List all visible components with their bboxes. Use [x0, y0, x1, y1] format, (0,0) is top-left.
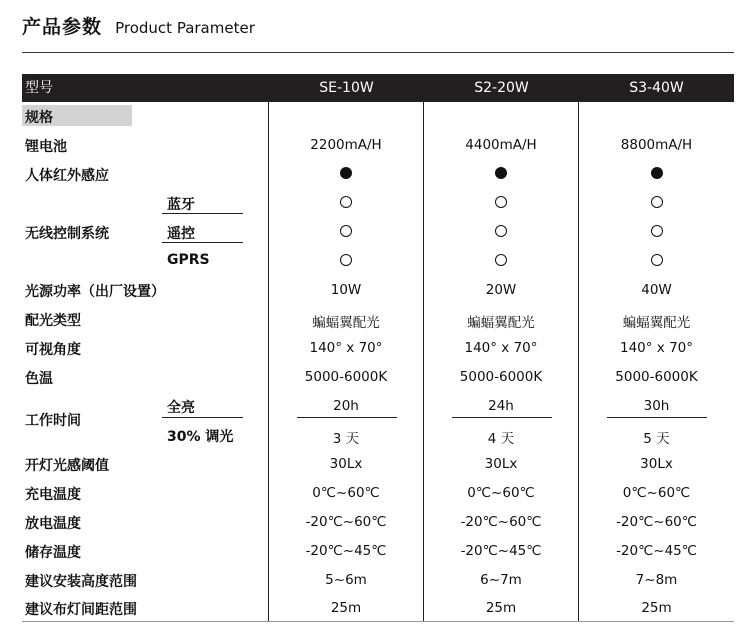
- optics-value: 蝙蝠翼配光: [622, 315, 691, 331]
- remote-value: [424, 225, 578, 241]
- battery-value: 4400mA/H: [465, 137, 537, 153]
- sub-divider: [162, 417, 243, 418]
- full-brightness-label: 全亮: [167, 400, 195, 416]
- bluetooth-label: 蓝牙: [167, 197, 195, 213]
- dim-30-label: 30% 调光: [167, 429, 234, 445]
- full-brightness-value: 24h: [488, 398, 514, 414]
- hollow-dot-icon: [651, 254, 663, 266]
- install-height-value: 7~8m: [635, 572, 678, 588]
- spacing-value: 25m: [330, 600, 362, 616]
- discharge-temp-value: -20℃~60℃: [460, 514, 542, 530]
- storage-temp-value: -20℃~45℃: [305, 543, 387, 559]
- color-temp-label: 色温: [25, 371, 53, 387]
- title-divider: [22, 52, 734, 53]
- wireless-control-label: 无线控制系统: [25, 226, 109, 242]
- storage-temp-value: -20℃~45℃: [460, 543, 542, 559]
- battery-label: 锂电池: [25, 139, 67, 155]
- install-height-value: 5~6m: [325, 572, 367, 588]
- hollow-dot-icon: [495, 196, 507, 208]
- discharge-temp-label: 放电温度: [25, 516, 81, 532]
- color-temp-value: 5000-6000K: [459, 369, 543, 385]
- filled-dot-icon: [495, 167, 507, 179]
- color-temp-value: 5000-6000K: [615, 369, 698, 385]
- battery-value: 8800mA/H: [620, 137, 693, 153]
- light-threshold-value: 30Lx: [484, 456, 518, 472]
- viewing-angle-value: 140° x 70°: [309, 340, 383, 356]
- install-height-label: 建议安装高度范围: [25, 574, 137, 590]
- hollow-dot-icon: [340, 196, 352, 208]
- storage-temp-label: 储存温度: [25, 545, 81, 561]
- title-chinese: 产品参数: [22, 16, 103, 38]
- optics-value: 蝙蝠翼配光: [312, 315, 380, 331]
- optics-value: 蝙蝠翼配光: [467, 315, 535, 331]
- hollow-dot-icon: [340, 225, 352, 237]
- full-brightness-value: 30h: [643, 398, 670, 414]
- hollow-dot-icon: [495, 225, 507, 237]
- viewing-angle-label: 可视角度: [25, 342, 81, 358]
- pir-sensor-value: [579, 167, 734, 183]
- power-label: 光源功率（出厂设置）: [25, 284, 165, 300]
- charge-temp-value: 0℃~60℃: [312, 485, 380, 501]
- value-divider: [452, 417, 552, 418]
- value-divider: [297, 417, 397, 418]
- full-brightness-value: 20h: [333, 398, 359, 414]
- light-threshold-value: 30Lx: [329, 456, 363, 472]
- hollow-dot-icon: [495, 254, 507, 266]
- install-height-value: 6~7m: [480, 572, 522, 588]
- remote-value: [579, 225, 734, 241]
- charge-temp-label: 充电温度: [25, 487, 81, 503]
- hollow-dot-icon: [651, 225, 663, 237]
- power-value: 20W: [485, 282, 517, 298]
- pir-sensor-value: [424, 167, 578, 183]
- model-se-10w: SE-10W: [319, 80, 374, 96]
- hollow-dot-icon: [651, 196, 663, 208]
- model-s2-20w: S2-20W: [474, 80, 529, 96]
- hollow-dot-icon: [340, 254, 352, 266]
- light-threshold-label: 开灯光感阈值: [25, 458, 109, 474]
- sub-divider: [162, 213, 243, 214]
- optics-label: 配光类型: [25, 313, 81, 329]
- power-value: 40W: [641, 282, 672, 298]
- power-value: 10W: [330, 282, 362, 298]
- dim-30-value: 4 天: [487, 431, 515, 447]
- table-bottom-rule: [22, 621, 734, 622]
- gprs-value: [424, 254, 578, 270]
- spacing-value: 25m: [485, 600, 517, 616]
- storage-temp-value: -20℃~45℃: [616, 543, 697, 559]
- work-time-label: 工作时间: [25, 413, 81, 429]
- remote-value: [269, 225, 423, 241]
- gprs-value: [579, 254, 734, 270]
- title-english: Product Parameter: [115, 19, 255, 37]
- table-header: [22, 74, 734, 102]
- spec-label: 规格: [25, 110, 53, 126]
- charge-temp-value: 0℃~60℃: [467, 485, 535, 501]
- dim-30-value: 3 天: [332, 431, 360, 447]
- color-temp-value: 5000-6000K: [304, 369, 388, 385]
- discharge-temp-value: -20℃~60℃: [305, 514, 387, 530]
- gprs-value: [269, 254, 423, 270]
- dim-30-value: 5 天: [643, 431, 670, 447]
- viewing-angle-value: 140° x 70°: [464, 340, 538, 356]
- value-divider: [607, 417, 707, 418]
- spacing-value: 25m: [641, 600, 672, 616]
- filled-dot-icon: [340, 167, 352, 179]
- discharge-temp-value: -20℃~60℃: [616, 514, 697, 530]
- light-threshold-value: 30Lx: [640, 456, 673, 472]
- remote-label: 遥控: [167, 226, 195, 242]
- filled-dot-icon: [651, 167, 663, 179]
- bluetooth-value: [579, 196, 734, 212]
- pir-sensor-label: 人体红外感应: [25, 168, 109, 184]
- sub-divider: [162, 242, 243, 243]
- pir-sensor-value: [269, 167, 423, 183]
- viewing-angle-value: 140° x 70°: [619, 340, 694, 356]
- model-s3-40w: S3-40W: [629, 80, 684, 96]
- page-title: [22, 12, 255, 42]
- gprs-label: GPRS: [167, 252, 210, 268]
- charge-temp-value: 0℃~60℃: [622, 485, 691, 501]
- bluetooth-value: [424, 196, 578, 212]
- bluetooth-value: [269, 196, 423, 212]
- spacing-label: 建议布灯间距范围: [25, 602, 137, 618]
- battery-value: 2200mA/H: [310, 137, 382, 153]
- model-header-label: 型号: [25, 80, 53, 96]
- parameter-table: [22, 74, 734, 622]
